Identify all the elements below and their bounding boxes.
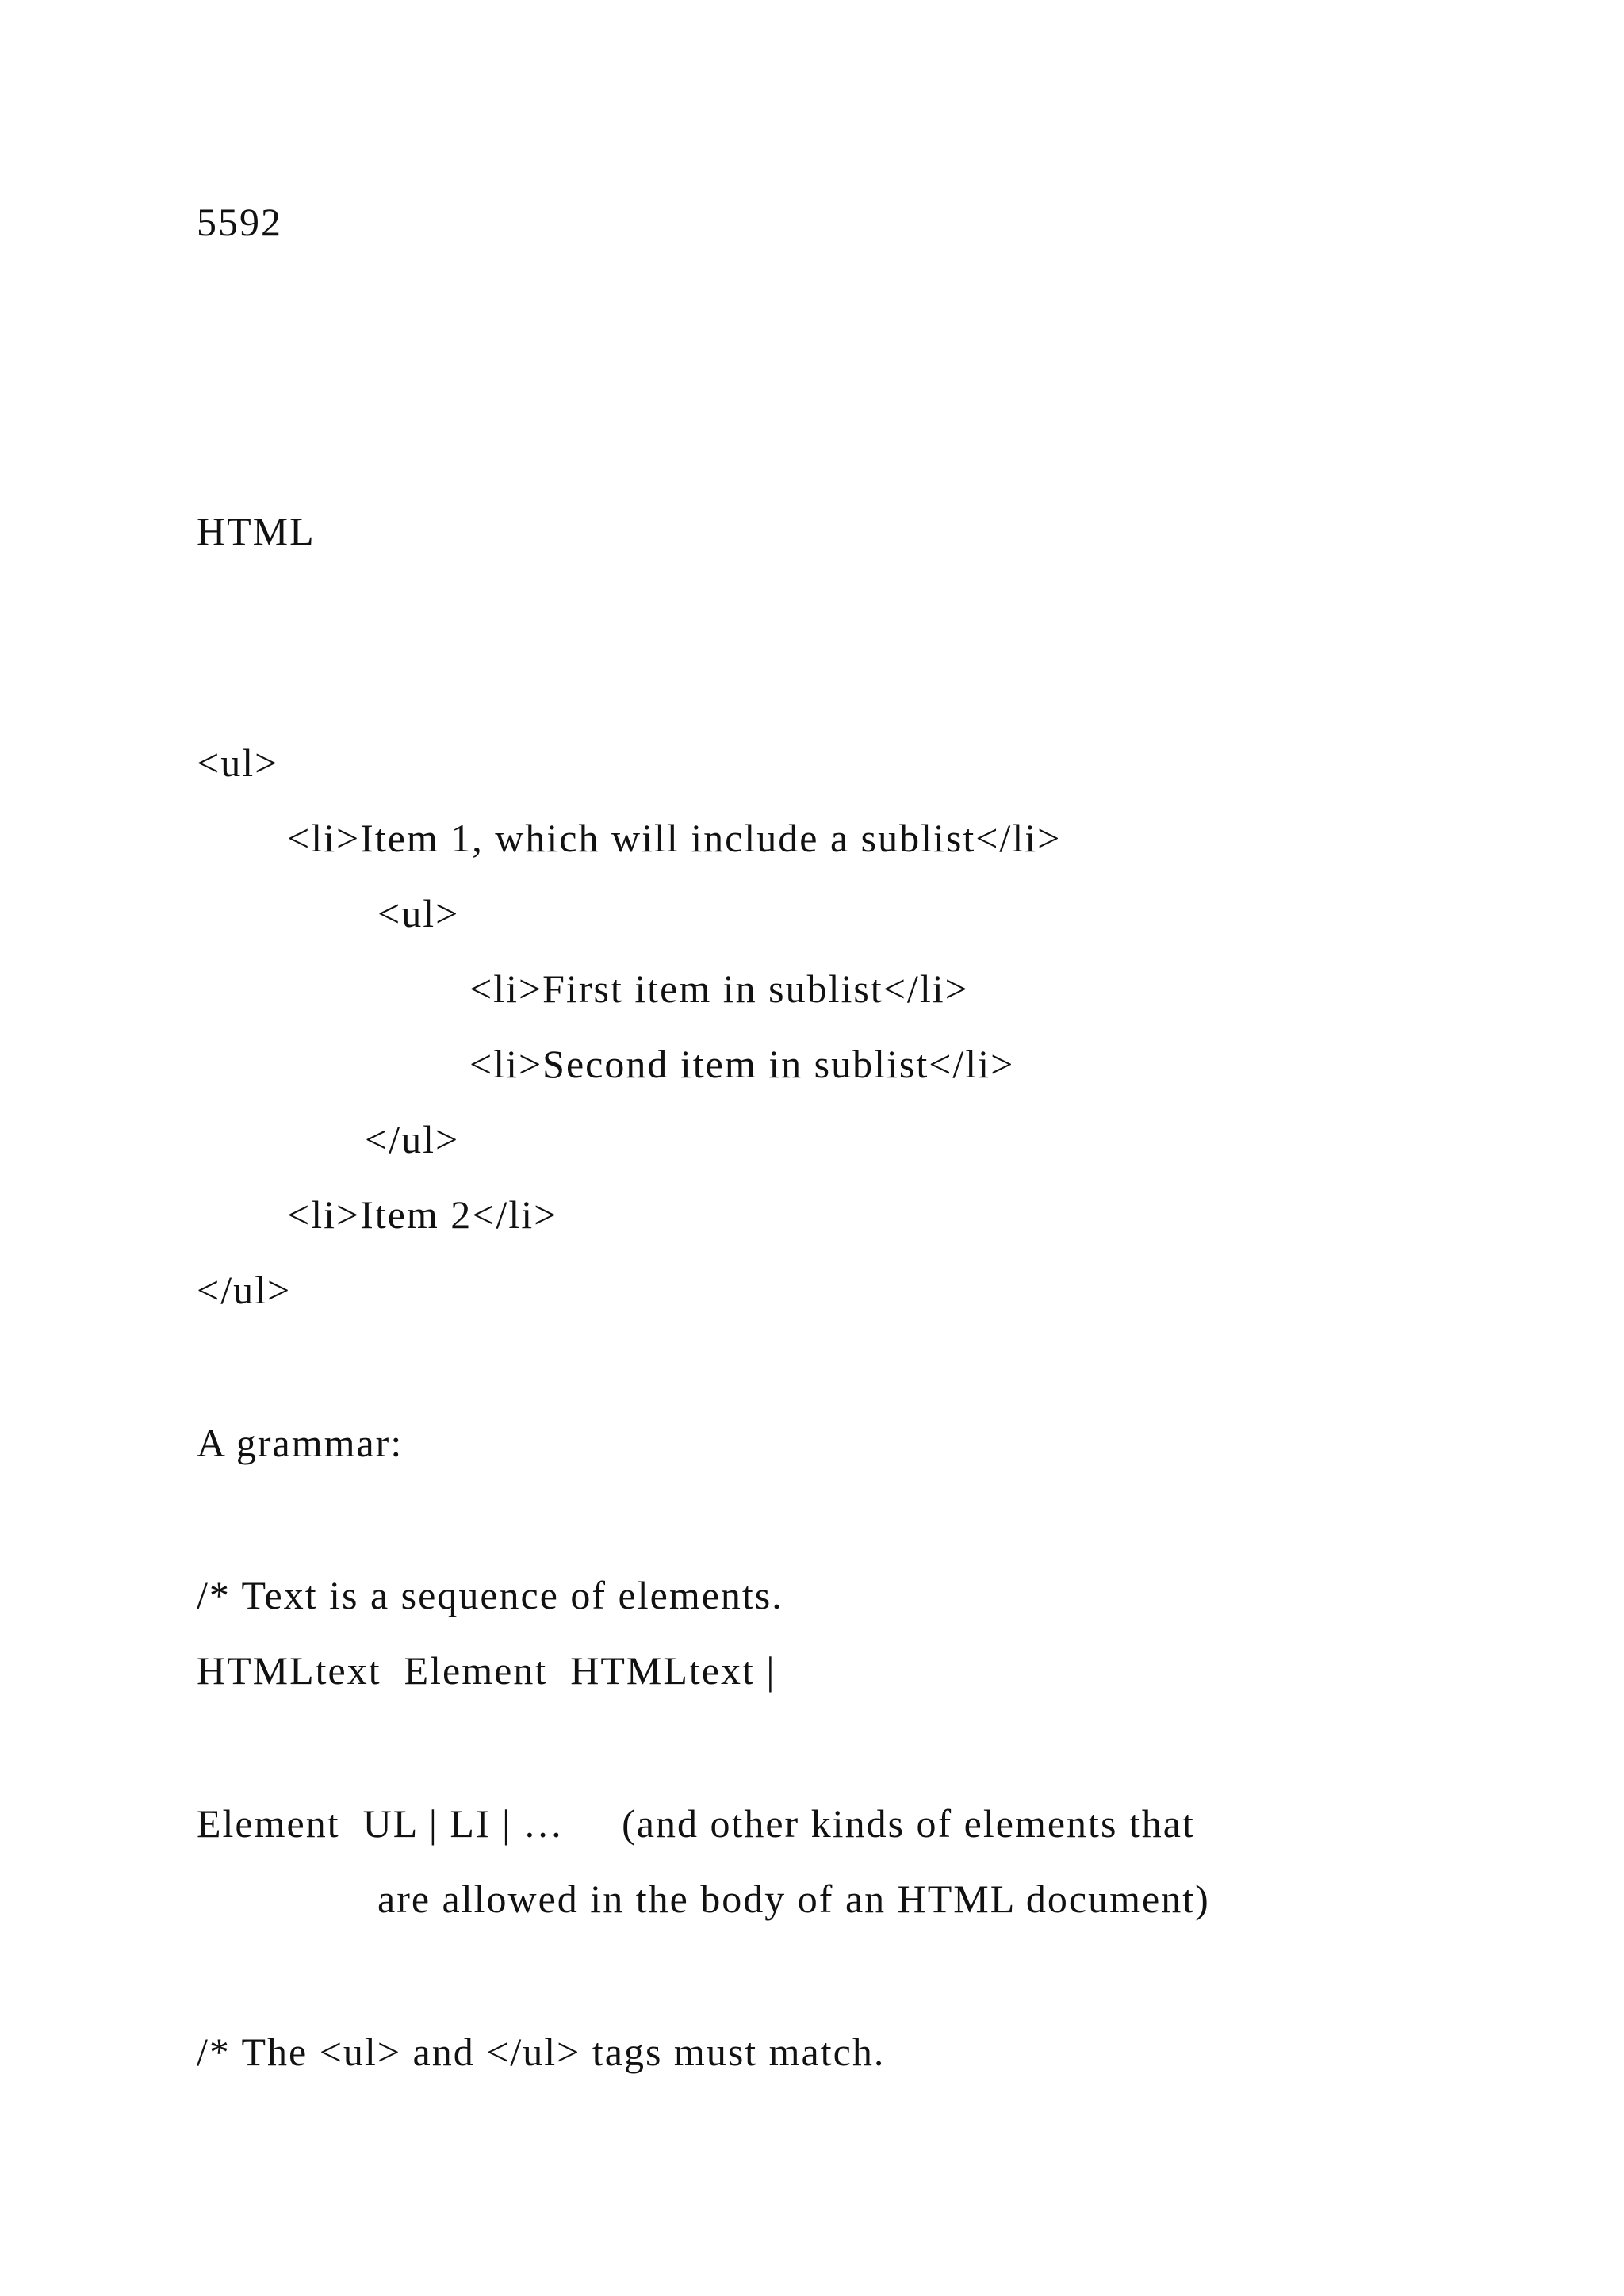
code-line: <li>Item 2</li>	[287, 1192, 558, 1237]
grammar-comment: /* The <ul> and </ul> tags must match.	[197, 2030, 886, 2074]
grammar-intro: A grammar:	[197, 1421, 404, 1465]
grammar-rule-element-continuation: are allowed in the body of an HTML document)	[377, 1877, 1210, 1921]
page-number: 5592	[197, 200, 282, 244]
code-line: <li>First item in sublist</li>	[469, 966, 969, 1011]
section-heading: HTML	[197, 509, 316, 553]
grammar-rule-element: Element UL | LI | … (and other kinds of elements that	[197, 1801, 1195, 1846]
code-line: <ul>	[197, 740, 279, 785]
code-line: <li>Item 1, which will include a sublist</li>	[287, 816, 1062, 860]
code-line: <li>Second item in sublist</li>	[469, 1042, 1015, 1086]
grammar-comment: /* Text is a sequence of elements.	[197, 1573, 783, 1617]
code-line: <ul>	[377, 891, 460, 936]
code-line: </ul>	[365, 1117, 460, 1161]
code-line: </ul>	[197, 1268, 292, 1312]
grammar-rule-htmltext: HTMLtext Element HTMLtext |	[197, 1648, 787, 1693]
